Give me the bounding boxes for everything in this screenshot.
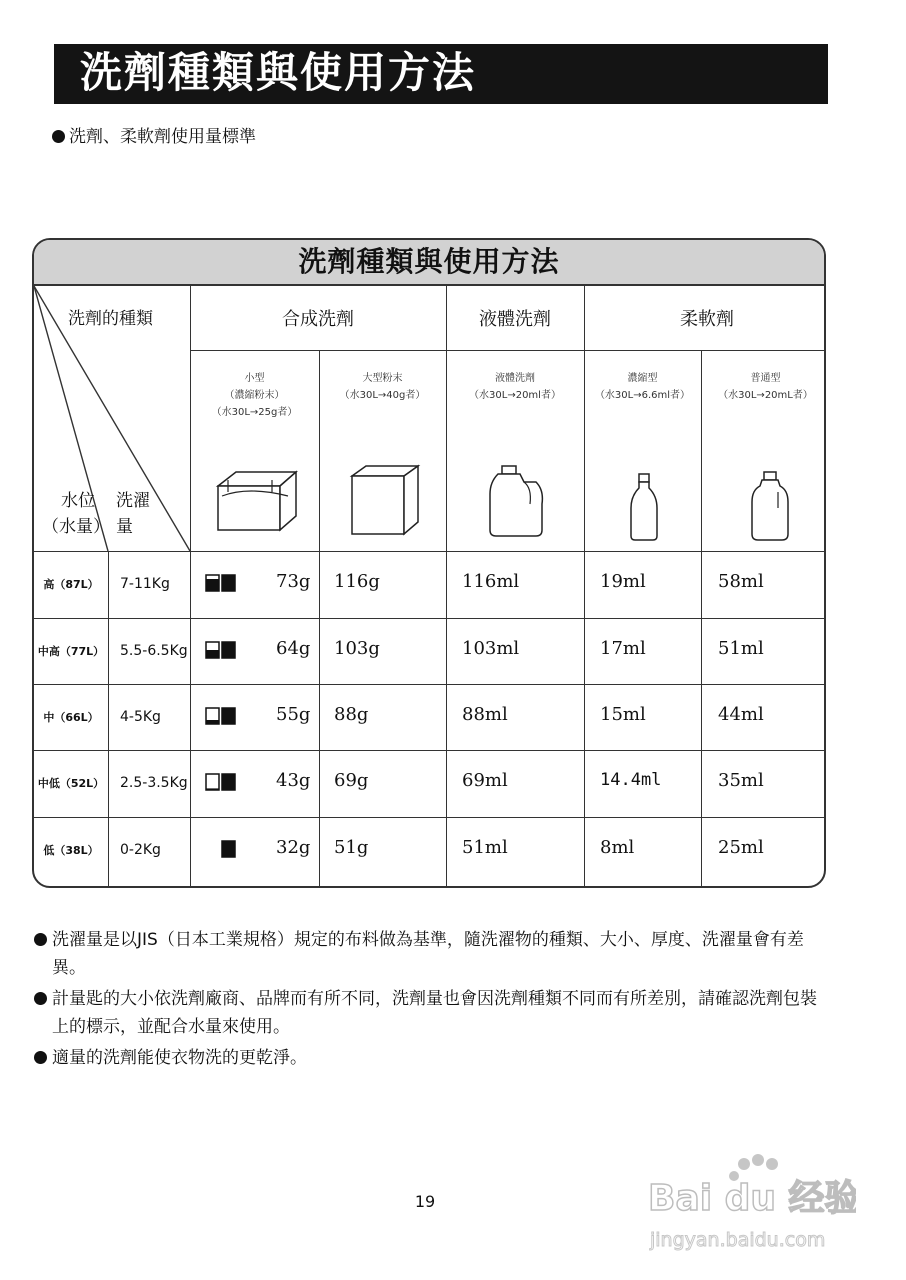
water-level-cell: 低（38L） [43,844,99,857]
scoop-icon [204,640,240,660]
scoop-icon [204,573,240,593]
table-cell-value: 116ml [462,571,520,592]
table-cell-value: 69g [334,770,369,791]
page-number: 19 [414,1192,436,1211]
table-cell-value: 14.4ml [600,770,662,790]
table-title: 洗劑種類與使用方法 [298,245,560,278]
table-cell-value: 103ml [462,638,520,659]
page-title: 洗劑種類與使用方法 [80,48,477,97]
softener-jug-icon [748,470,792,542]
detergent-table [32,238,826,888]
table-cell-value: 15ml [600,704,646,725]
group-header-liquid: 液體洗劑 [479,309,551,330]
baidu-jingyan-watermark-logo [646,1150,856,1260]
table-cell-value: 35ml [718,770,764,791]
table-cell-value: 51ml [718,638,764,659]
scoop-icon [204,839,240,859]
table-cell-value: 17ml [600,638,646,659]
softener-bottle-icon [627,472,661,542]
svg-text:Bai du 经验: Bai du 经验 [648,1178,856,1219]
table-cell-value: 55g [276,704,311,725]
table-cell-value: 8ml [600,837,635,858]
table-cell-value: 32g [276,837,311,858]
note-item: 適量的洗劑能使衣物洗的更乾淨。 [34,1044,824,1072]
load-cell: 5.5-6.5Kg [120,643,188,659]
load-cell: 7-11Kg [120,576,170,592]
load-label: 洗濯 量 [116,491,150,537]
note-item: 洗濯量是以JIS（日本工業規格）規定的布料做為基準，隨洗濯物的種類、大小、厚度、洗濯量會有差異。 [34,926,824,982]
table-header [34,240,824,286]
table-cell-value: 19ml [600,571,646,592]
grid-line [701,350,702,888]
grid-line [190,350,826,351]
powder-box-large-icon [348,462,422,538]
table-cell-value: 51ml [462,837,508,858]
water-level-cell: 高（87L） [43,578,99,591]
bullet-icon [52,130,65,143]
detergent-type-label: 洗劑的種類 [68,309,153,329]
table-cell-value: 51g [334,837,369,858]
table-cell-value: 44ml [718,704,764,725]
scoop-icon [204,706,240,726]
subtype-compact: 小型 （濃縮粉末） （水30L→25g者） [211,373,298,418]
svg-text:jingyan.baidu.com: jingyan.baidu.com [650,1229,826,1251]
water-level-cell: 中低（52L） [37,777,105,790]
table-cell-value: 64g [276,638,311,659]
load-cell: 4-5Kg [120,709,161,725]
table-cell-value: 43g [276,770,311,791]
scoop-icon [204,772,240,792]
load-cell: 0-2Kg [120,842,161,858]
bullet-icon [34,992,47,1005]
header-bar [54,44,828,104]
subtype-regular: 普通型 （水30L→20mL者） [718,373,813,401]
water-level-cell: 中（66L） [43,711,99,724]
subtype-powder: 大型粉末 （水30L→40g者） [339,373,426,401]
subtype-liquid: 液體洗劑 （水30L→20ml者） [469,373,561,401]
group-header-softener: 柔軟劑 [680,309,734,330]
powder-box-small-icon [212,466,302,536]
table-cell-value: 73g [276,571,311,592]
bullet-icon [34,933,47,946]
subtitle [52,122,256,147]
note-item: 計量匙的大小依洗劑廠商、品牌而有所不同，洗劑量也會因洗劑種類不同而有所差別，請確認洗劑包裝上的標示，並配合水量來使用。 [34,985,824,1041]
load-cell: 2.5-3.5Kg [120,775,188,791]
table-cell-value: 25ml [718,837,764,858]
water-level-label: 水位 （水量） [42,491,110,537]
subtitle-text: 洗劑、柔軟劑使用量標準 [69,127,256,147]
table-cell-value: 88ml [462,704,508,725]
table-cell-value: 69ml [462,770,508,791]
table-cell-value: 103g [334,638,380,659]
table-cell-value: 58ml [718,571,764,592]
liquid-bottle-icon [484,464,548,540]
group-header-synthetic: 合成洗劑 [282,309,354,330]
notes [34,926,824,1075]
table-cell-value: 116g [334,571,380,592]
bullet-icon [34,1051,47,1064]
grid-line [319,350,320,888]
table-cell-value: 88g [334,704,369,725]
water-level-cell: 中高（77L） [37,645,105,658]
subtype-concentrated: 濃縮型 （水30L→6.6ml者） [594,373,691,401]
